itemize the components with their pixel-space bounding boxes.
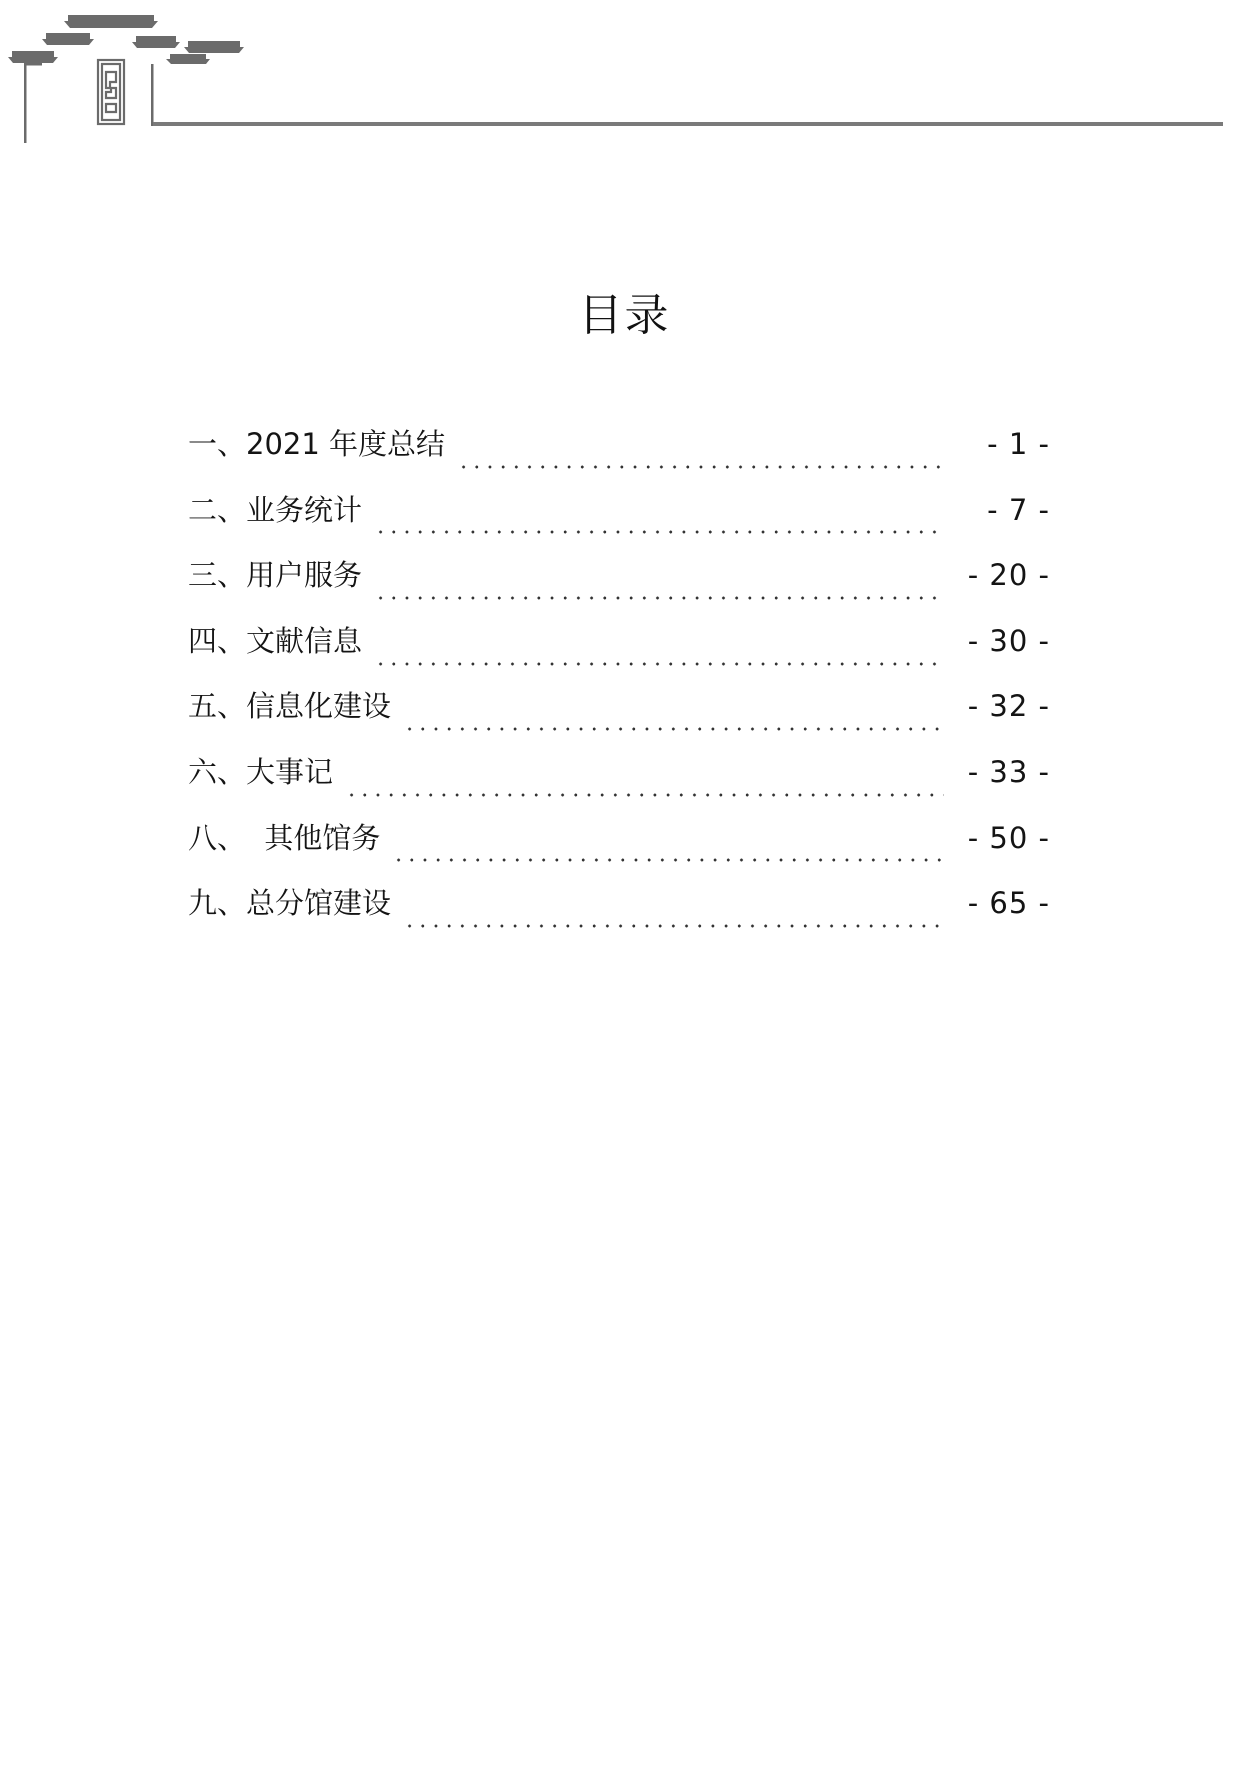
toc-entry-label[interactable]: 三、用户服务	[188, 558, 363, 593]
toc-entry[interactable]	[188, 883, 1050, 949]
toc-dot-leader	[374, 596, 944, 600]
toc-entry[interactable]	[188, 555, 1050, 621]
toc-page-number: - 33 -	[967, 754, 1050, 789]
toc-dot-leader	[457, 465, 944, 469]
toc-dot-leader	[374, 530, 944, 534]
lattice-window-icon	[98, 60, 124, 124]
toc-page-number: - 1 -	[987, 427, 1050, 461]
toc-dot-leader	[392, 858, 944, 862]
toc-entry[interactable]	[188, 818, 1050, 884]
toc-entry-label[interactable]: 二、业务统计	[188, 492, 363, 527]
toc-page-number: - 7 -	[987, 492, 1050, 527]
toc-page-number: - 30 -	[967, 623, 1050, 658]
toc-entry-label[interactable]: 六、大事记	[188, 754, 334, 789]
toc-entry-label[interactable]: 一、2021 年度总结	[188, 427, 446, 461]
toc-entry-label[interactable]: 五、信息化建设	[188, 689, 392, 724]
toc-page-number: - 50 -	[967, 820, 1050, 855]
toc-entry[interactable]	[188, 752, 1050, 818]
toc-entry[interactable]	[188, 490, 1050, 556]
toc-entry[interactable]	[188, 424, 1050, 490]
table-of-contents	[188, 424, 1050, 949]
toc-page-number: - 65 -	[967, 886, 1050, 921]
toc-entry[interactable]	[188, 621, 1050, 687]
page-title: 目录	[578, 290, 671, 341]
header-ornament	[0, 0, 1249, 150]
toc-entry-label[interactable]: 九、总分馆建设	[188, 886, 392, 921]
toc-dot-leader	[403, 924, 944, 928]
toc-dot-leader	[374, 662, 944, 666]
header-rule	[153, 122, 1223, 126]
toc-entry-label[interactable]: 四、文献信息	[188, 623, 363, 658]
toc-entry-label[interactable]: 八、 其他馆务	[188, 820, 381, 855]
toc-dot-leader	[403, 727, 944, 731]
toc-entry[interactable]	[188, 686, 1050, 752]
toc-page-number: - 20 -	[967, 558, 1050, 593]
toc-dot-leader	[345, 793, 944, 797]
toc-page-number: - 32 -	[967, 689, 1050, 724]
